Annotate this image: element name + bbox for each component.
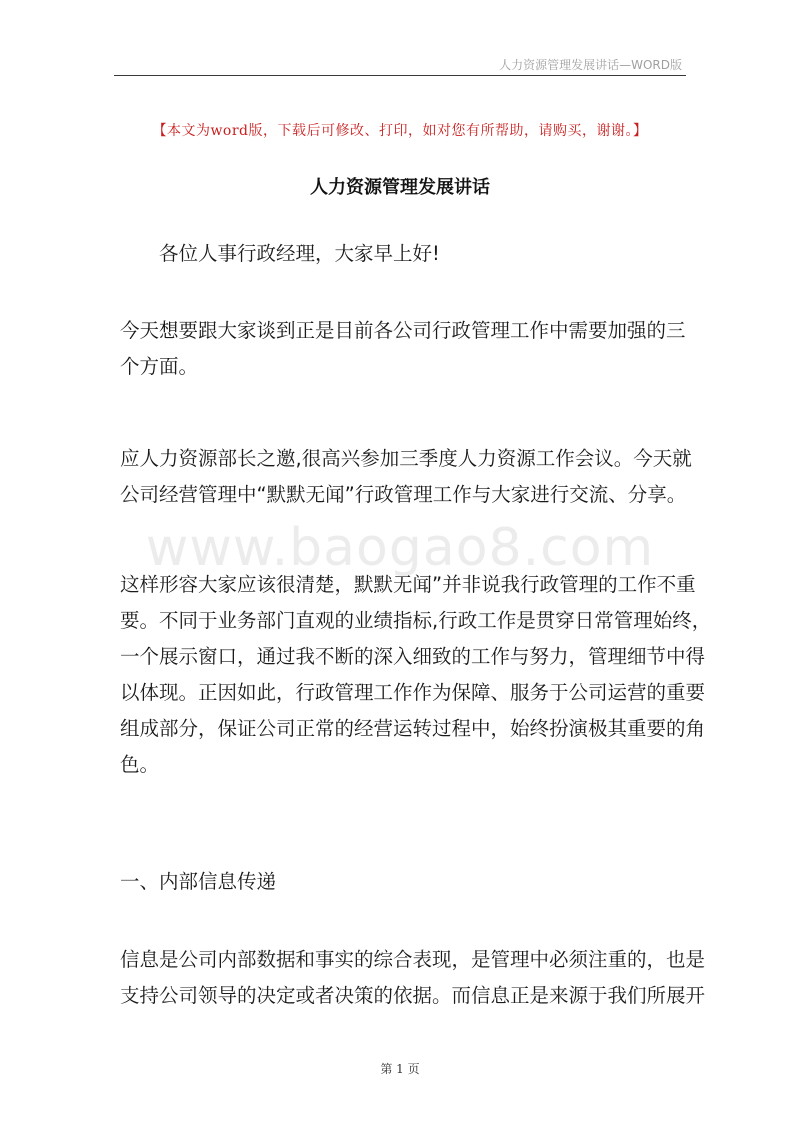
text-line: 今天想要跟大家谈到正是目前各公司行政管理工作中需要加强的三 xyxy=(120,319,686,342)
text-line: 应人力资源部长之邀,很高兴参加三季度人力资源工作会议。今天就 xyxy=(120,447,692,470)
watermark: www.baogao8.com xyxy=(145,518,655,578)
text-line: 个方面。 xyxy=(120,355,199,378)
text-line: 各位人事行政经理，大家早上好! xyxy=(120,242,440,265)
intro-paragraph xyxy=(120,313,685,385)
text-line: 公司经营管理中“默默无闻”行政管理工作与大家进行交流、分享。 xyxy=(120,483,687,506)
text-line: 一、内部信息传递 xyxy=(120,870,277,893)
text-line: 色。 xyxy=(120,753,160,776)
text-line: 组成部分，保证公司正常的经营运转过程中，始终扮演极其重要的角 xyxy=(120,717,706,740)
running-header: 人力资源管理发展讲话—WORD版 xyxy=(499,58,682,72)
text-line: 信息是公司内部数据和事实的综合表现，是管理中必须注重的，也是 xyxy=(120,948,706,971)
text-line: 以体现。正因如此，行政管理工作作为保障、服务于公司运营的重要 xyxy=(120,681,706,704)
purchase-notice: 【本文为word版，下载后可修改、打印，如对您有所帮助，请购买，谢谢。】 xyxy=(152,123,648,139)
text-line: 要。不同于业务部门直观的业绩指标,行政工作是贯穿日常管理始终， xyxy=(120,609,712,632)
page-number: 第 1 页 xyxy=(380,1062,420,1076)
text-line: 支持公司领导的决定或者决策的依据。而信息正是来源于我们所展开 xyxy=(120,984,706,1007)
invitation-paragraph xyxy=(120,441,692,513)
description-paragraph xyxy=(120,567,712,783)
information-paragraph xyxy=(120,942,706,1014)
text-line: 这样形容大家应该很清楚，默默无闻”并非说我行政管理的工作不重 xyxy=(120,573,696,596)
greeting-paragraph xyxy=(120,236,685,272)
document-title: 人力资源管理发展讲话 xyxy=(310,177,490,198)
section-heading xyxy=(120,864,685,900)
header-divider xyxy=(114,75,686,76)
text-line: 一个展示窗口，通过我不断的深入细致的工作与努力，管理细节中得 xyxy=(120,645,706,668)
